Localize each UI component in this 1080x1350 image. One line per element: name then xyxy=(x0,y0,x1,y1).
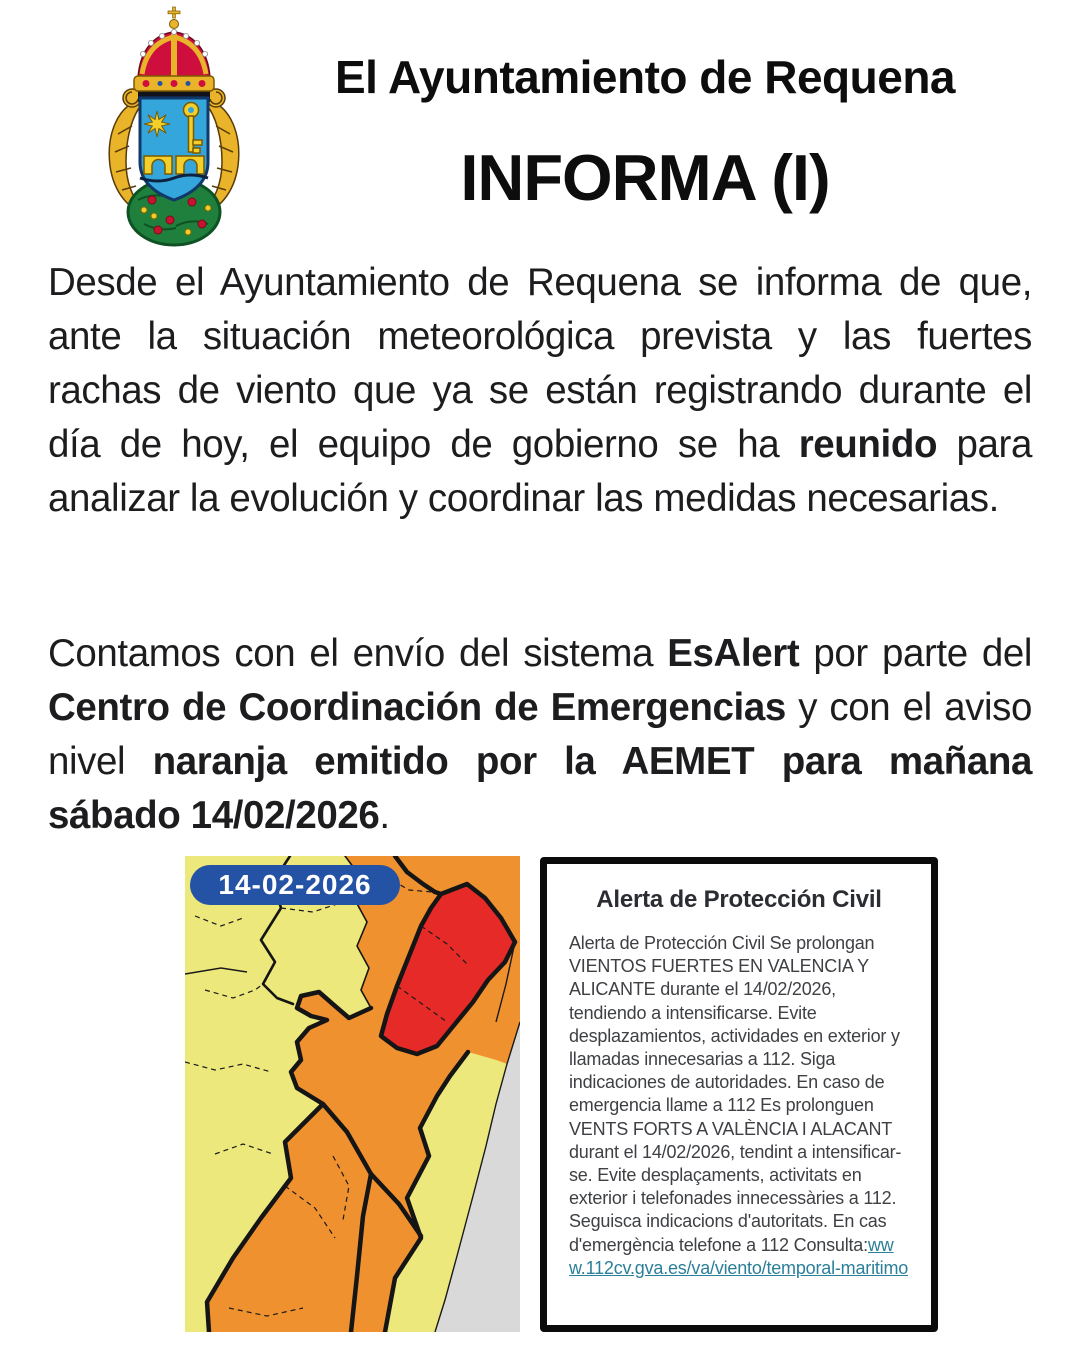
requena-coat-of-arms xyxy=(88,4,260,250)
warning-map-graphic xyxy=(185,856,520,1332)
informa-title: INFORMA (I) xyxy=(460,141,830,214)
crest-crown xyxy=(134,7,214,91)
protection-civil-alert-panel xyxy=(540,857,938,1332)
header xyxy=(262,50,1028,215)
alert-body-text: Alerta de Protección Civil Se prolongan VIENTOS FUERTES EN VALENCIA Y ALICANTE durante el 14/02/2026, tendiendo a intensificarse. Evite desplazamientos, actividades en exterior y llamadas innecesarias a 112. Siga indicaciones de autoridades. En caso de emergencia llame a 112 Es prolonguen VENTS FORTS A VALÈNCIA I ALACANT durant el 14/02/2026, tendint a intensificar-se. Evite desplaçaments, activitats en exterior i telefonades innecessàries a 112. Seguisca indicacions d'autoritats. En cas d'emergència telefone a 112 Consulta: xyxy=(569,933,902,1255)
paragraph-alerts: Contamos con el envío del sistema EsAlert por parte del Centro de Coordinación de Emergencias y con el aviso nivel naranja emitido por la AEMET para mañana sábado 14/02/2026. xyxy=(48,632,1033,837)
alert-link[interactable]: www.112cv.gva.es/va/viento/temporal-maritimo xyxy=(569,1234,909,1278)
map-date-badge xyxy=(190,865,400,905)
org-title: El Ayuntamiento de Requena xyxy=(334,51,956,103)
paragraph-situation: Desde el Ayuntamiento de Requena se informa de que, ante la situación meteorológica prevista y las fuertes rachas de viento que ya se están registrando durante el día de hoy, el equipo de gobierno se ha reunido para analizar la evolución y coordinar las medidas necesarias. xyxy=(48,261,1032,520)
coat-of-arms-graphic xyxy=(88,4,260,249)
alert-body xyxy=(569,932,909,1280)
alert-title: Alerta de Protección Civil xyxy=(596,886,882,913)
crest-star xyxy=(144,111,170,137)
map-date-text: 14-02-2026 xyxy=(218,869,372,900)
aemet-warning-map xyxy=(185,856,520,1332)
